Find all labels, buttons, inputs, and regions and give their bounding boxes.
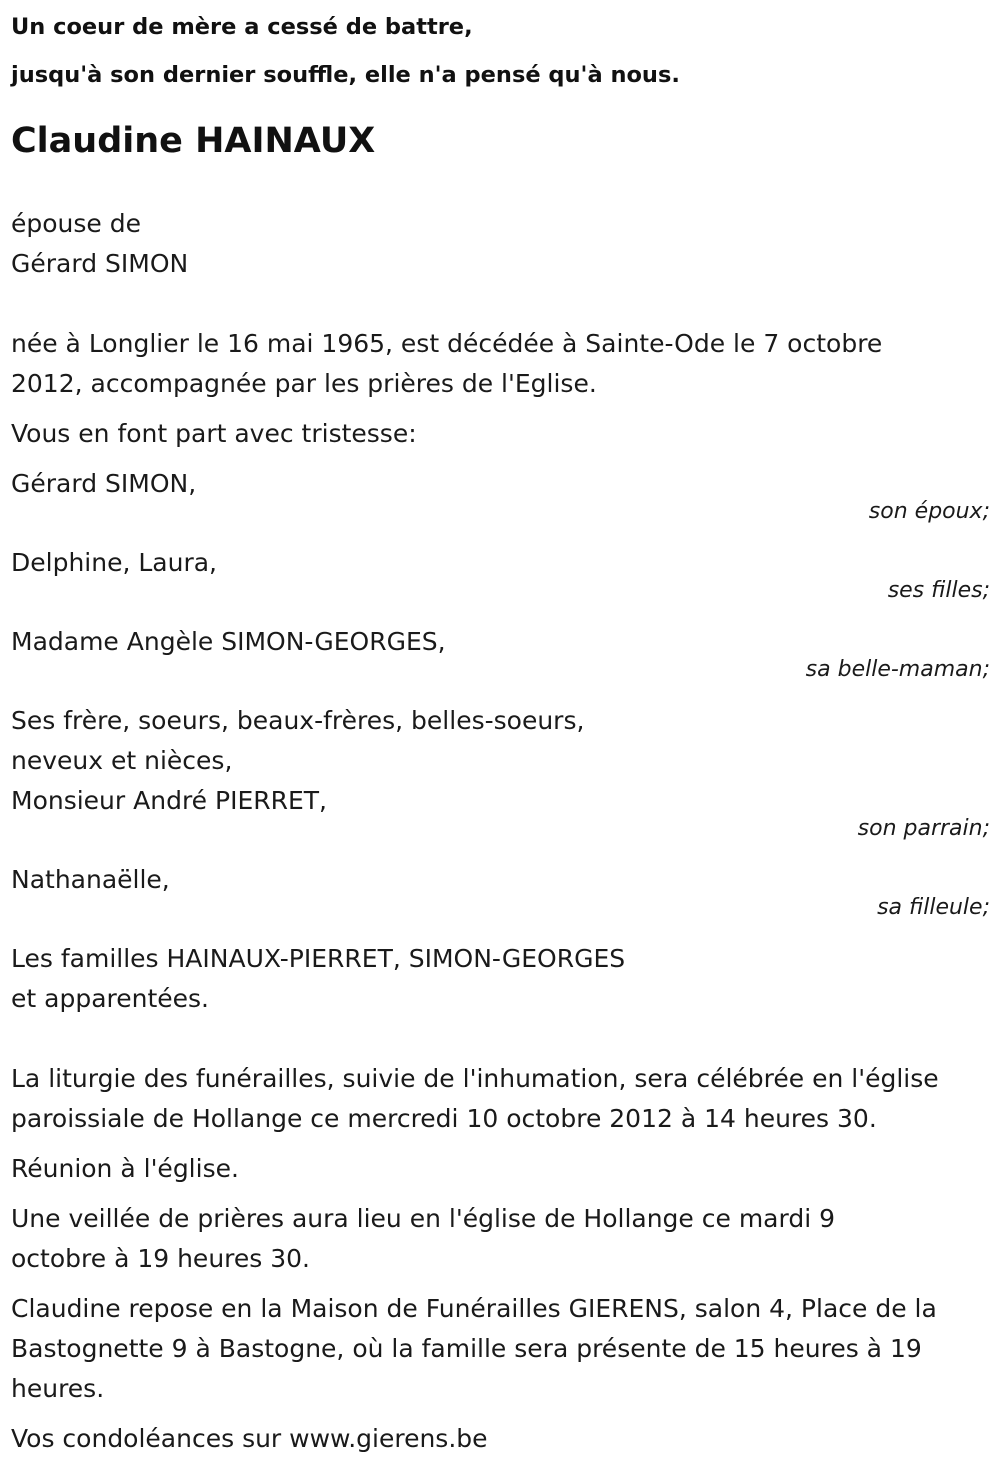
family-entry-line: Ses frère, soeurs, beaux-frères, belles-soeurs,: [11, 706, 585, 735]
vigil-line-1: Une veillée de prières aura lieu en l'église de Hollange ce mardi 9: [11, 1204, 835, 1233]
intro-line-2: jusqu'à son dernier souffle, elle n'a pensé qu'à nous.: [11, 62, 680, 88]
repose-line-1: Claudine repose en la Maison de Funérailles GIERENS, salon 4, Place de la: [11, 1294, 937, 1323]
announce-text: Vous en font part avec tristesse:: [11, 419, 417, 448]
vigil-line-2: octobre à 19 heures 30.: [11, 1244, 310, 1273]
family-entry: [11, 701, 990, 843]
deceased-name: Claudine HAINAUX: [11, 121, 376, 161]
repose-line-3: heures.: [11, 1374, 105, 1403]
liturgy-line-2: paroissiale de Hollange ce mercredi 10 octobre 2012 à 14 heures 30.: [11, 1104, 877, 1133]
birth-death-line-1: née à Longlier le 16 mai 1965, est décédée à Sainte-Ode le 7 octobre: [11, 329, 883, 358]
family-entry-line: Nathanaëlle,: [11, 865, 170, 894]
family-entry-line: Delphine, Laura,: [11, 548, 217, 577]
family-entry: [11, 860, 990, 922]
family-entry-line: et apparentées.: [11, 984, 209, 1013]
birth-death-line-2: 2012, accompagnée par les prières de l'Eglise.: [11, 369, 597, 398]
spouse-block: [11, 204, 990, 284]
family-entry-line: Les familles HAINAUX-PIERRET, SIMON-GEORGES: [11, 944, 626, 973]
reunion-text: Réunion à l'église.: [11, 1154, 239, 1183]
repose-line-2: Bastognette 9 à Bastogne, où la famille sera présente de 15 heures à 19: [11, 1334, 922, 1363]
family-entry-line: Gérard SIMON,: [11, 469, 197, 498]
family-entry: [11, 939, 990, 1019]
liturgy-line-1: La liturgie des funérailles, suivie de l'inhumation, sera célébrée en l'église: [11, 1064, 939, 1093]
family-entry: [11, 464, 990, 526]
family-relation: son époux;: [868, 499, 990, 524]
family-relation: son parrain;: [857, 816, 990, 841]
condolences-text: Vos condoléances sur www.gierens.be: [11, 1424, 488, 1453]
spouse-label: épouse de: [11, 209, 141, 238]
family-entry: [11, 543, 990, 605]
family-relation: sa belle-maman;: [805, 657, 990, 682]
family-entry-line: Madame Angèle SIMON-GEORGES,: [11, 627, 446, 656]
intro-line-1: Un coeur de mère a cessé de battre,: [11, 14, 473, 40]
family-entry: [11, 622, 990, 684]
spouse-name: Gérard SIMON: [11, 249, 189, 278]
funeral-block: [11, 1059, 990, 1459]
family-relation: ses filles;: [887, 578, 990, 603]
family-entry-line: Monsieur André PIERRET,: [11, 786, 328, 815]
family-entry-line: neveux et nièces,: [11, 746, 233, 775]
family-relation: sa filleule;: [877, 895, 990, 920]
family-list: [11, 464, 990, 1019]
birth-death-block: [11, 324, 990, 404]
